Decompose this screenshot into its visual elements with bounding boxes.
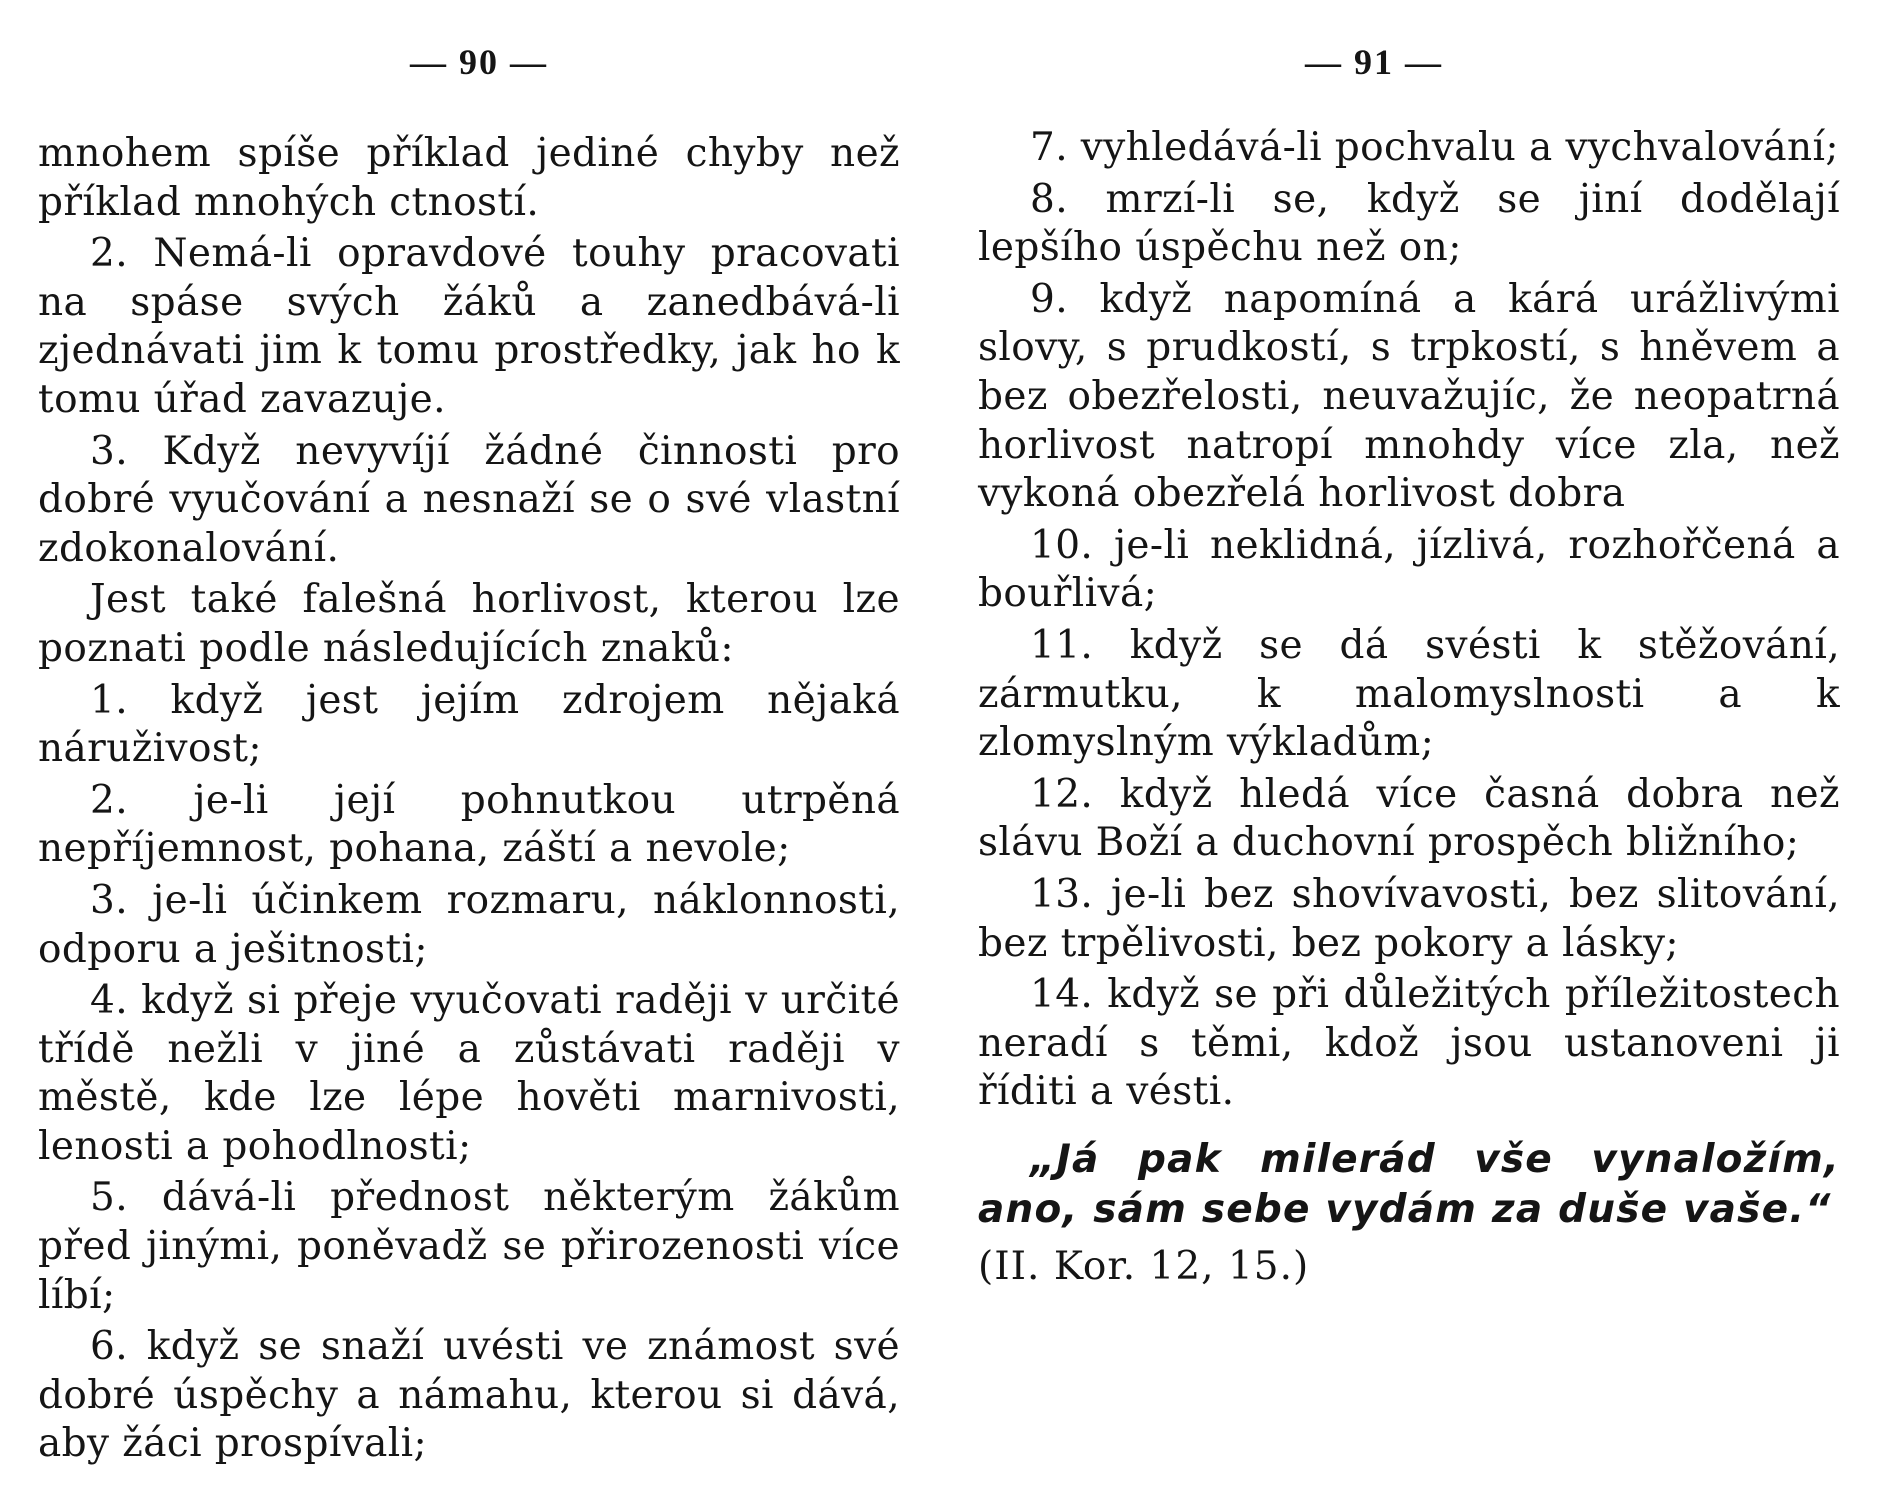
bible-quote: „Já pak milerád vše vynaložím, ano, sám sebe vydám za duše vaše.“	[978, 1136, 1840, 1232]
left-page	[38, 0, 900, 1500]
list-item: 9. když napomíná a kárá urážlivými slovy, s prudkostí, s trpkostí, s hněvem a bez obezřelosti, neuvažujíc, že neopatrná horlivost natropí mnohdy více zla, než vykoná obezřelá horlivost dobra	[978, 276, 1840, 517]
list-item: 2. je-li její pohnutkou utrpěná nepříjemnost, pohana, záští a nevole;	[38, 777, 900, 872]
paragraph: 3. Když nevyvíjí žádné činnosti pro dobré vyučování a nesnaží se o své vlastní zdokonalování.	[38, 428, 900, 571]
page-number-left: — 90 —	[410, 42, 548, 82]
list-item: 8. mrzí-li se, když se jiní dodělají lepšího úspěchu než on;	[978, 176, 1840, 271]
list-item: 7. vyhledává-li pochvalu a vychvalování;	[1030, 125, 1839, 170]
list-item: 13. je-li bez shovívavosti, bez slitování, bez trpělivosti, bez pokory a lásky;	[978, 871, 1840, 966]
paragraph: mnohem spíše příklad jediné chyby než příklad mnohých ctností.	[38, 131, 900, 225]
right-page-text	[978, 124, 1840, 1291]
list-item: 5. dává-li přednost některým žákům před jinými, poněvadž se přirozenosti více líbí;	[38, 1175, 900, 1318]
right-page	[978, 0, 1840, 1500]
list-item: 3. je-li účinkem rozmaru, náklonnosti, odporu a ješitnosti;	[38, 877, 900, 972]
list-item: 6. když se snaží uvésti ve známost své dobré úspěchy a námahu, kterou si dává, aby žáci prospívali;	[38, 1324, 900, 1467]
list-item: 10. je-li neklidná, jízlivá, rozhořčená a bouřlivá;	[978, 522, 1840, 617]
left-page-text	[38, 130, 900, 1469]
list-item: 11. když se dá svésti k stěžování, zármutku, k malomyslnosti a k zlomyslným výkladům;	[978, 622, 1840, 766]
quote-reference: (II. Kor. 12, 15.)	[978, 1243, 1310, 1289]
list-item: 12. když hledá více časná dobra než slávu Boží a duchovní prospěch bližního;	[978, 771, 1840, 866]
list-item: 14. když se při důležitých příležitostech neradí s těmi, kdož jsou ustanoveni ji říditi a vésti.	[978, 972, 1840, 1115]
paragraph: Jest také falešná horlivost, kterou lze poznati podle následujících znaků:	[38, 577, 900, 671]
page-number-right: — 91 —	[1305, 42, 1443, 82]
paragraph: 2. Nemá-li opravdové touhy pracovati na spáse svých žáků a zanedbává-li zjednávati jim k tomu prostředky, jak ho k tomu úřad zavazuje.	[38, 231, 900, 422]
list-item: 4. když si přeje vyučovati raději v určité třídě nežli v jiné a zůstávati raději v městě, kde lze lépe hověti marnivosti, lenosti a pohodlnosti;	[38, 978, 900, 1169]
list-item: 1. když jest jejím zdrojem nějaká náruživost;	[38, 677, 900, 772]
